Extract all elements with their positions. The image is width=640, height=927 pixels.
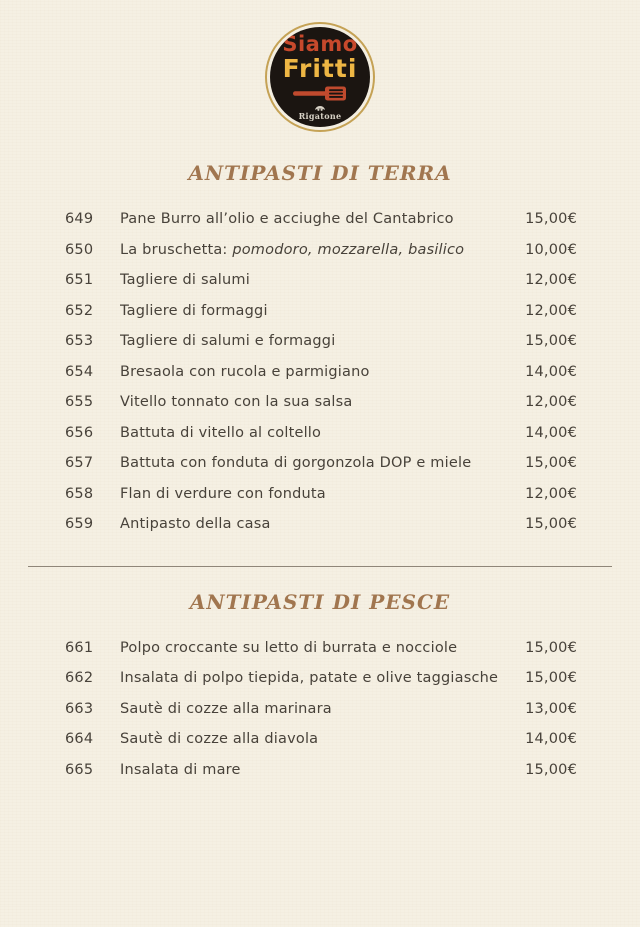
menu-item-row [65, 448, 577, 479]
item-number: 665 [65, 761, 94, 778]
item-price: 15,00€ [525, 761, 577, 778]
menu-item-row [65, 755, 577, 786]
item-number: 664 [65, 731, 94, 748]
menu-item-row [65, 724, 577, 755]
section-title-terra: ANTIPASTI DI TERRA [188, 161, 452, 185]
item-price: 14,00€ [525, 731, 577, 748]
menu-item-row [65, 509, 577, 540]
item-name: Insalata di polpo tiepida, patate e olive taggiasche [120, 670, 499, 687]
menu-item-row [65, 663, 577, 694]
menu-item-row [65, 357, 577, 388]
item-name: Tagliere di formaggi [120, 302, 268, 319]
menu-items-terra [65, 204, 577, 540]
menu-items-pesce [65, 633, 577, 786]
restaurant-logo [265, 22, 375, 132]
item-number: 650 [65, 241, 94, 258]
item-number: 653 [65, 333, 94, 350]
item-price: 14,00€ [525, 424, 577, 441]
menu-item-row [65, 204, 577, 235]
logo-disc [270, 27, 370, 127]
item-price: 15,00€ [525, 455, 577, 472]
item-price: 15,00€ [525, 333, 577, 350]
logo-subtitle: Rigatone [298, 111, 342, 121]
item-price: 13,00€ [525, 700, 577, 717]
item-number: 651 [65, 272, 94, 289]
item-number: 659 [65, 516, 94, 533]
item-name: La bruschetta: pomodoro, mozzarella, basilico [120, 241, 465, 258]
item-number: 655 [65, 394, 94, 411]
item-price: 12,00€ [525, 272, 577, 289]
item-number: 657 [65, 455, 94, 472]
item-number: 649 [65, 211, 94, 228]
item-number: 661 [65, 639, 94, 656]
menu-page [0, 22, 640, 927]
menu-item-row [65, 296, 577, 327]
item-number: 663 [65, 700, 94, 717]
item-name: Flan di verdure con fonduta [120, 485, 326, 502]
logo-title-line2: Fritti [282, 54, 358, 83]
item-name: Tagliere di salumi e formaggi [120, 333, 336, 350]
menu-item-row [65, 694, 577, 725]
item-price: 15,00€ [525, 211, 577, 228]
menu-item-row [65, 479, 577, 510]
section-divider [28, 566, 612, 567]
item-name: Vitello tonnato con la sua salsa [120, 394, 353, 411]
item-number: 656 [65, 424, 94, 441]
item-name: Sautè di cozze alla diavola [120, 731, 319, 748]
item-name: Bresaola con rucola e parmigiano [120, 363, 370, 380]
logo-title-line1: Siamo [282, 32, 358, 56]
item-price: 14,00€ [525, 363, 577, 380]
section-title-pesce: ANTIPASTI DI PESCE [189, 589, 451, 614]
spatula-icon [293, 85, 347, 102]
item-price: 15,00€ [525, 516, 577, 533]
item-number: 654 [65, 363, 94, 380]
item-price: 12,00€ [525, 394, 577, 411]
menu-item-row [65, 633, 577, 664]
item-name: Pane Burro all’olio e acciughe del Cantabrico [120, 211, 454, 228]
menu-item-row [65, 326, 577, 357]
item-name: Tagliere di salumi [120, 272, 250, 289]
menu-item-row [65, 387, 577, 418]
item-price: 15,00€ [525, 639, 577, 656]
menu-item-row [65, 418, 577, 449]
menu-item-row [65, 265, 577, 296]
item-number: 652 [65, 302, 94, 319]
item-price: 15,00€ [525, 670, 577, 687]
item-price: 12,00€ [525, 485, 577, 502]
item-name: Polpo croccante su letto di burrata e nocciole [120, 639, 458, 656]
item-name: Battuta di vitello al coltello [120, 424, 322, 441]
item-number: 662 [65, 670, 94, 687]
logo-subtitle-block [299, 104, 342, 120]
menu-item-row [65, 235, 577, 266]
item-number: 658 [65, 485, 94, 502]
item-price: 12,00€ [525, 302, 577, 319]
item-name: Antipasto della casa [120, 516, 271, 533]
item-name: Battuta con fonduta di gorgonzola DOP e miele [120, 455, 472, 472]
item-name: Sautè di cozze alla marinara [120, 700, 332, 717]
item-price: 10,00€ [525, 241, 577, 258]
item-name: Insalata di mare [120, 761, 241, 778]
